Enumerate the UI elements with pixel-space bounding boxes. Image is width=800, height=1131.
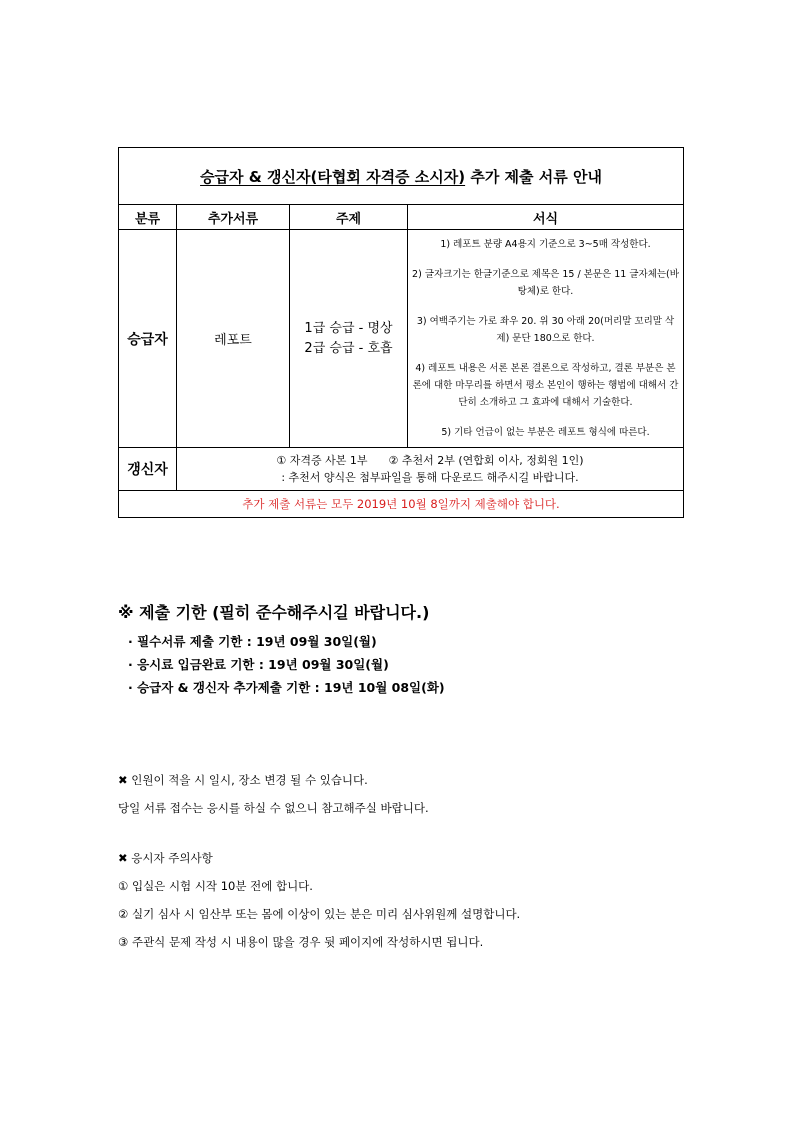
caution-item: ② 실기 심사 시 임산부 또는 몸에 이상이 있는 분은 미리 심사위원께 설명합니다. bbox=[118, 907, 521, 921]
promotion-document: 레포트 bbox=[177, 230, 290, 448]
promotion-topic-1: 1급 승급 - 명상 bbox=[304, 320, 393, 336]
notes-section bbox=[118, 772, 738, 950]
header-category: 분류 bbox=[119, 205, 177, 230]
table-title-rest: 추가 제출 서류 안내 bbox=[470, 167, 602, 186]
table-title-underlined: 승급자 & 갱신자(타협회 자격증 소시자) bbox=[200, 167, 466, 186]
deadline-item: · 응시료 입금완료 기한 : 19년 09월 30일(월) bbox=[128, 657, 389, 672]
format-rule-5: 5) 기타 언급이 없는 부분은 레포트 형식에 따른다. bbox=[441, 427, 650, 438]
renewal-line-1: ① 자격증 사본 1부 ② 추천서 2부 (연합회 이사, 정회원 1인) bbox=[276, 454, 584, 467]
renewal-category: 갱신자 bbox=[119, 448, 177, 491]
submission-deadlines bbox=[118, 600, 718, 702]
change-notice-1: ✖ 인원이 적을 시 일시, 장소 변경 될 수 있습니다. bbox=[118, 773, 368, 787]
promotion-row bbox=[119, 230, 684, 448]
caution-item: ① 입실은 시험 시작 10분 전에 합니다. bbox=[118, 879, 313, 893]
renewal-row bbox=[119, 448, 684, 491]
format-rule-4: 4) 레포트 내용은 서론 본론 결론으로 작성하고, 결론 부분은 본론에 대한 마무리를 하면서 평소 본인이 행하는 행법에 대해서 간단히 소개하고 그 효과에 대해서 기술한다. bbox=[412, 363, 679, 408]
caution-title: ✖ 응시자 주의사항 bbox=[118, 851, 213, 865]
caution-item: ③ 주관식 문제 작성 시 내용이 많을 경우 뒷 페이지에 작성하시면 됩니다. bbox=[118, 935, 484, 949]
format-rule-1: 1) 레포트 분량 A4용지 기준으로 3~5매 작성한다. bbox=[440, 239, 651, 250]
format-rule-3: 3) 여백주기는 가로 좌우 20. 위 30 아래 20(머리말 꼬리말 삭제) 문단 180으로 한다. bbox=[416, 316, 675, 344]
promotion-topic-2: 2급 승급 - 호흡 bbox=[304, 340, 393, 356]
deadline-item: · 승급자 & 갱신자 추가제출 기한 : 19년 10월 08일(화) bbox=[128, 680, 445, 695]
deadlines-title: ※ 제출 기한 (필히 준수해주시길 바랍니다.) bbox=[118, 603, 430, 622]
change-notice-2: 당일 서류 접수는 응시를 하실 수 없으니 참고해주실 바랍니다. bbox=[118, 801, 429, 815]
header-topic: 주제 bbox=[290, 205, 408, 230]
format-rule-2: 2) 글자크기는 한글기준으로 제목은 15 / 본문은 11 글자체는(바탕체)로 한다. bbox=[412, 269, 679, 297]
additional-documents-table bbox=[118, 147, 684, 518]
renewal-line-2: : 추천서 양식은 첨부파일을 통해 다운로드 해주시길 바랍니다. bbox=[281, 471, 579, 484]
table-title bbox=[119, 148, 684, 205]
header-format: 서식 bbox=[408, 205, 684, 230]
deadline-note: 추가 제출 서류는 모두 2019년 10월 8일까지 제출해야 합니다. bbox=[119, 491, 684, 518]
deadline-item: · 필수서류 제출 기한 : 19년 09월 30일(월) bbox=[128, 634, 377, 649]
header-document: 추가서류 bbox=[177, 205, 290, 230]
promotion-topic bbox=[290, 230, 408, 448]
promotion-format bbox=[408, 230, 684, 448]
renewal-details bbox=[177, 448, 684, 491]
promotion-category: 승급자 bbox=[119, 230, 177, 448]
